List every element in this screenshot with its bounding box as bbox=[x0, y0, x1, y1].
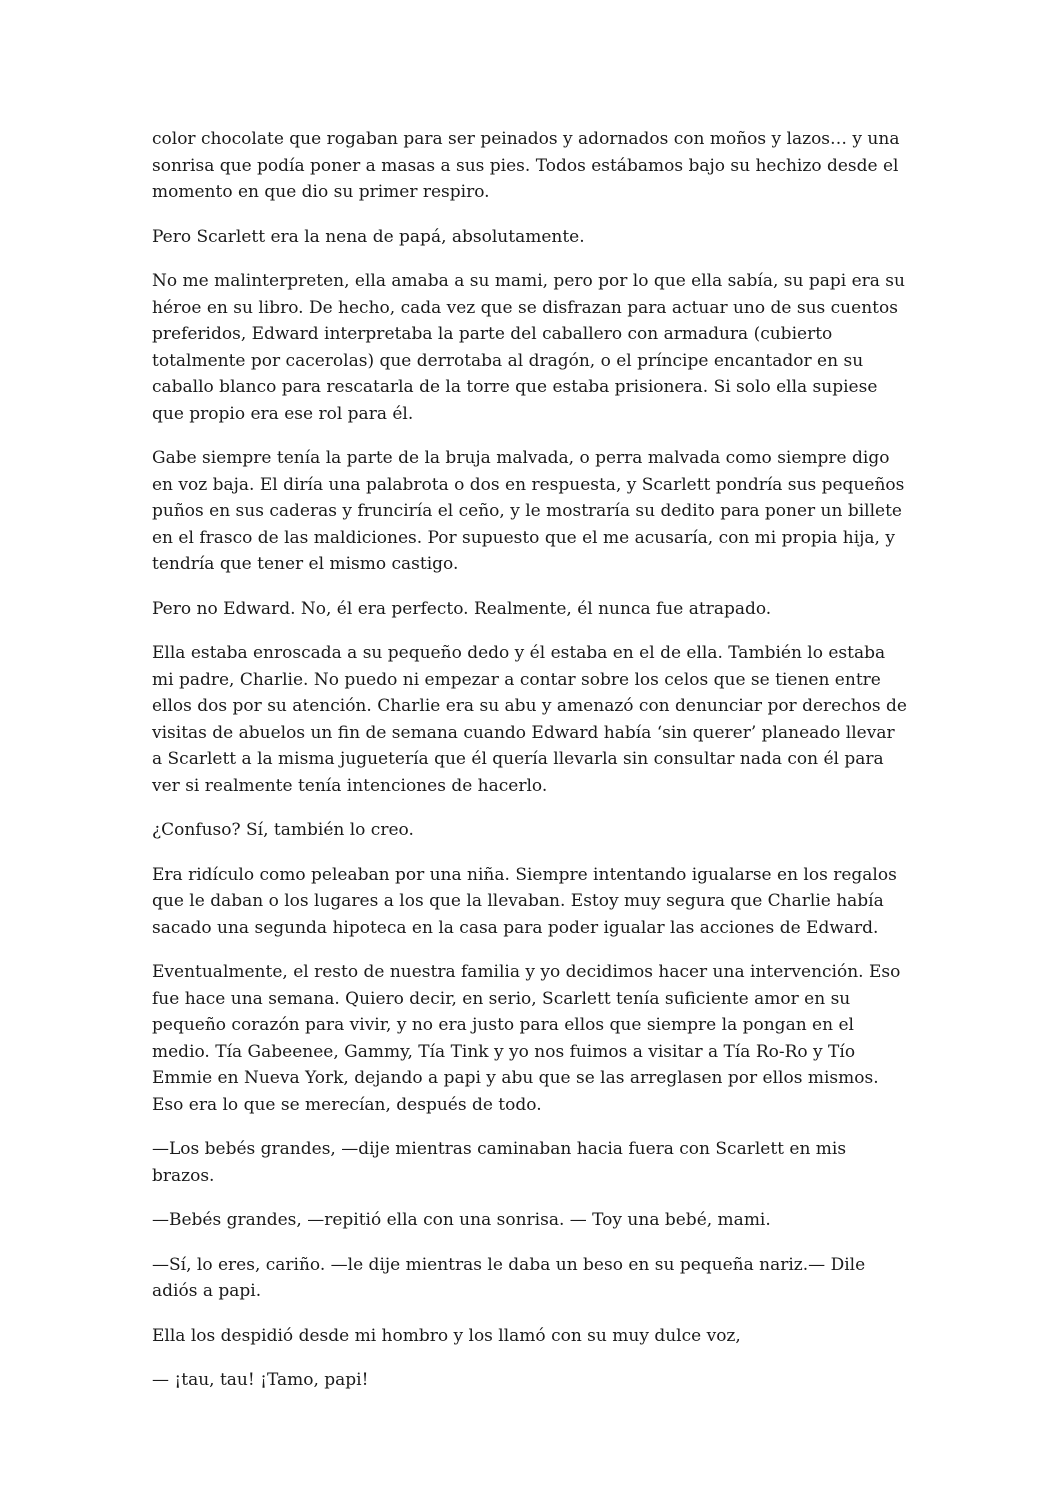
dialogue-4: — ¡tau, tau! ¡Tamo, papi! bbox=[152, 1370, 369, 1390]
paragraph-5: Pero no Edward. No, él era perfecto. Realmente, él nunca fue atrapado. bbox=[152, 598, 772, 619]
paragraph-10: Ella los despidió desde mi hombro y los llamó con su muy dulce voz, bbox=[152, 1325, 741, 1346]
paragraph-4: Gabe siempre tenía la parte de la bruja malvada, o perra malvada como siempre digo en voz baja. El diría una palabrota o dos en respuesta, y Scarlett pondría sus pequeños puños en sus caderas y frunciría el ceño, y le mostraría su dedito para poner un billete en el frasco de las maldiciones. Por supuesto que el me acusaría, con mi propia hija, y tendría que tener el mismo castigo. bbox=[152, 448, 905, 574]
paragraph-1: color chocolate que rogaban para ser peinados y adornados con moños y lazos… y una sonrisa que podía poner a masas a sus pies. Todos estábamos bajo su hechizo desde el momento en que dio su primer respiro. bbox=[152, 129, 900, 202]
paragraph-7: ¿Confuso? Sí, también lo creo. bbox=[152, 820, 414, 840]
dialogue-3: —Sí, lo eres, cariño. —le dije mientras le daba un beso en su pequeña nariz.— Dile adiós a papi. bbox=[152, 1254, 866, 1301]
paragraph-6: Ella estaba enroscada a su pequeño dedo y él estaba en el de ella. También lo estaba mi padre, Charlie. No puedo ni empezar a contar sobre los celos que se tienen entre ellos dos por su atención. Charlie era su abu y amenazó con denunciar por derechos de visitas de abuelos un fin de semana cuando Edward había ‘sin querer’ planeado llevar a Scarlett a la misma juguetería que él quería llevarla sin consultar nada con él para ver si realmente tenía intenciones de hacerlo. bbox=[152, 643, 907, 796]
paragraph-2: Pero Scarlett era la nena de papá, absolutamente. bbox=[152, 226, 585, 247]
dialogue-2: —Bebés grandes, —repitió ella con una sonrisa. — Toy una bebé, mami. bbox=[152, 1210, 771, 1230]
paragraph-8: Era ridículo como peleaban por una niña. Siempre intentando igualarse en los regalos que le daban o los lugares a los que la llevaban. Estoy muy segura que Charlie había sacado una segunda hipoteca en la casa para poder igualar las acciones de Edward. bbox=[152, 864, 897, 938]
paragraph-9: Eventualmente, el resto de nuestra familia y yo decidimos hacer una intervención. Eso fue hace una semana. Quiero decir, en serio, Scarlett tenía suficiente amor en su pequeño corazón para vivir, y no era justo para ellos que siempre la pongan en el medio. Tía Gabeenee, Gammy, Tía Tink y yo nos fuimos a visitar a Tía Ro-Ro y Tío Emmie en Nueva York, dejando a papi y abu que se las arreglasen por ellos mismos. Eso era lo que se merecían, después de todo. bbox=[152, 962, 901, 1115]
dialogue-1: —Los bebés grandes, —dije mientras caminaban hacia fuera con Scarlett en mis brazos. bbox=[152, 1139, 847, 1186]
body-text bbox=[152, 126, 910, 1412]
paragraph-3: No me malinterpreten, ella amaba a su mami, pero por lo que ella sabía, su papi era su héroe en su libro. De hecho, cada vez que se disfrazan para actuar uno de sus cuentos preferidos, Edward interpretaba la parte del caballero con armadura (cubierto totalmente por cacerolas) que derrotaba al dragón, o el príncipe encantador en su caballo blanco para rescatarla de la torre que estaba prisionera. Si solo ella supiese que propio era ese rol para él. bbox=[152, 271, 905, 424]
